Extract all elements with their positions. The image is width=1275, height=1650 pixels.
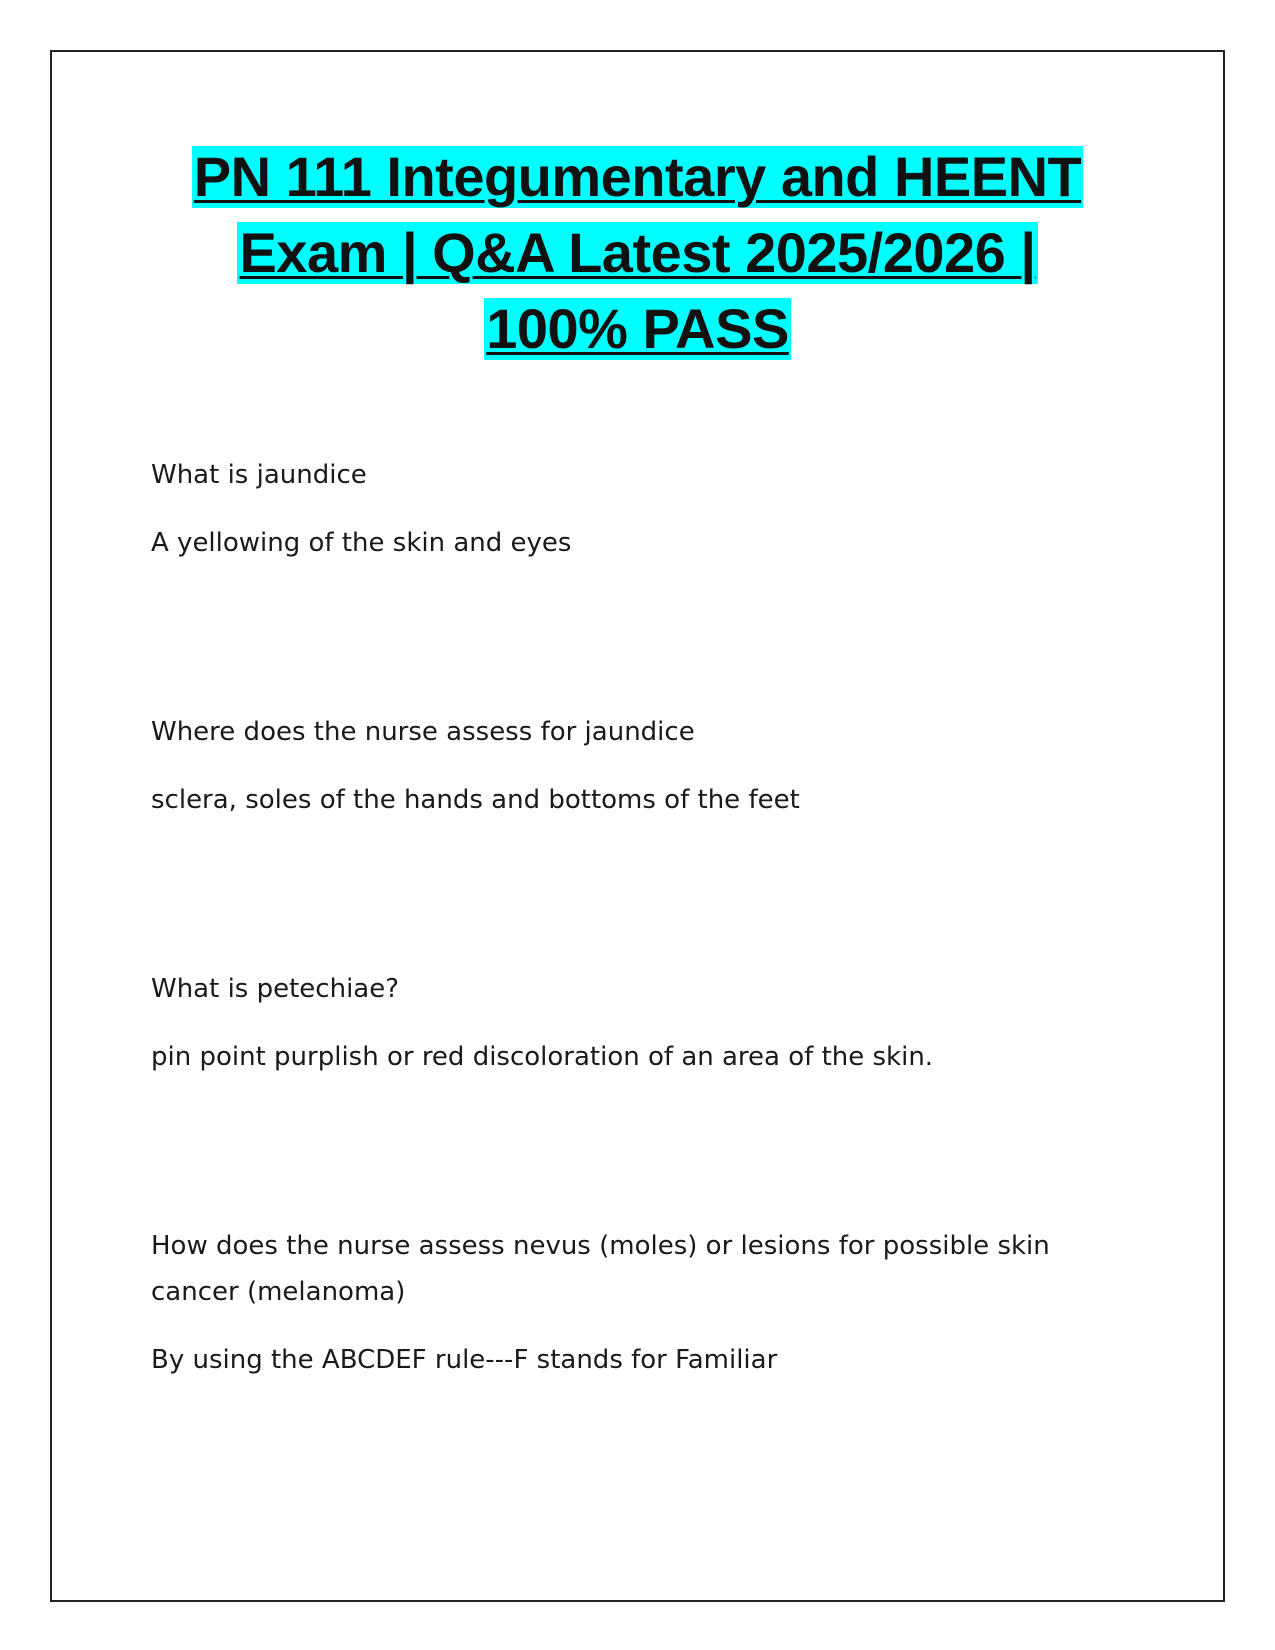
answer-text: By using the ABCDEF rule---F stands for Familiar — [151, 1345, 778, 1375]
question-text: What is jaundice — [151, 460, 367, 490]
answer-text: A yellowing of the skin and eyes — [151, 528, 572, 558]
question-text: How does the nurse assess nevus (moles) or lesions for possible skin cancer (melanoma) — [151, 1231, 1050, 1307]
answer-text: pin point purplish or red discoloration of an area of the skin. — [151, 1042, 934, 1072]
qa-list — [151, 452, 1111, 1383]
title-line-1: PN 111 Integumentary and HEENT — [193, 145, 1082, 208]
answer-text: sclera, soles of the hands and bottoms of the feet — [151, 785, 800, 815]
qa-item — [151, 966, 1111, 1223]
title-line-2: Exam | Q&A Latest 2025/2026 | — [239, 221, 1036, 284]
title-line-3: 100% PASS — [486, 297, 789, 360]
document-title — [50, 146, 1225, 374]
question-text: Where does the nurse assess for jaundice — [151, 717, 695, 747]
question-text: What is petechiae? — [151, 974, 400, 1004]
qa-item — [151, 709, 1111, 966]
qa-item — [151, 452, 1111, 709]
qa-item — [151, 1223, 1111, 1383]
